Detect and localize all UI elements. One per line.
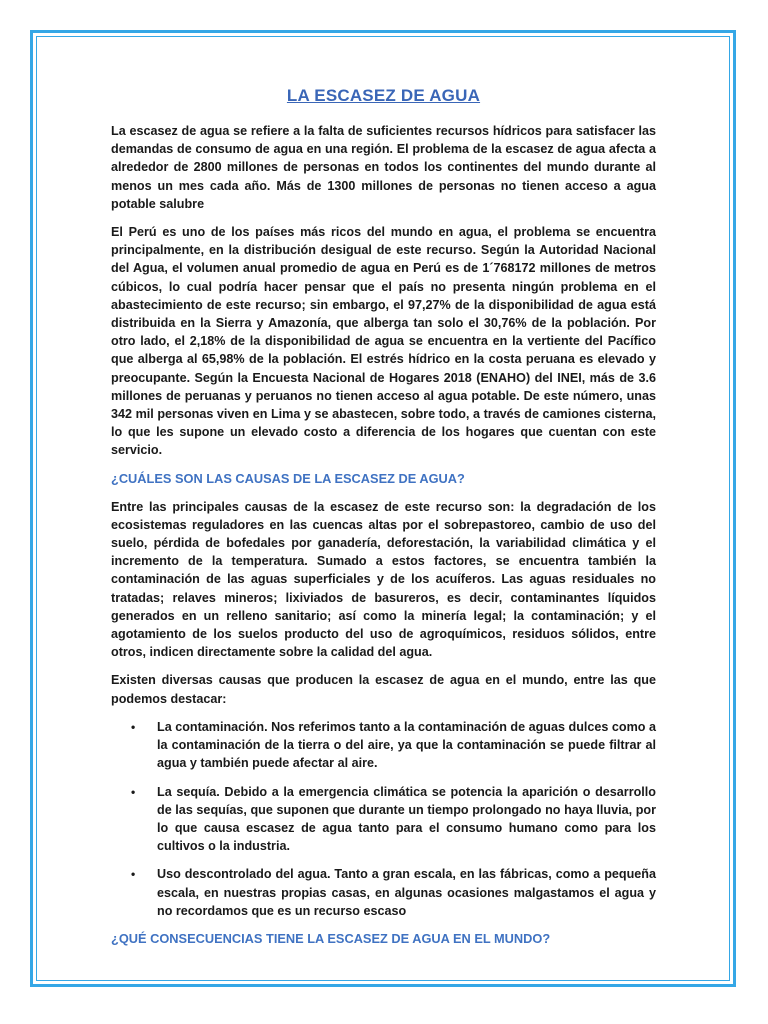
paragraph-causes: Entre las principales causas de la escasez de este recurso son: la degradación de los ecosistemas reguladores en las cuencas altas por el sobrepastoreo, cambio de uso del suelo, pérdida de bofedales por ganadería, deforestación, la variabilidad climática y el incremento de la temperatura. Sumado a estos factores, se encuentra también la contaminación de las aguas superficiales y de los acuíferos. Las aguas residuales no tratadas; relaves mineros; lixiviados de basureros, es decir, contaminantes líquidos generados en un relleno sanitario; así como la minería legal; la contaminación; y el agotamiento de los suelos producto del uso de agroquímicos, residuos sólidos, entre otros, indicen directamente sobre la calidad del agua. (111, 499, 656, 660)
paragraph-intro: La escasez de agua se refiere a la falta de suficientes recursos hídricos para satisfacer las demandas de consumo de agua en una región. El problema de la escasez de agua afecta a alrededor de 2800 millones de personas en todos los continentes del mundo durante al menos un mes cada año. Más de 1300 millones de personas no tienen acceso a agua potable salubre (111, 124, 656, 211)
paragraph-causes-intro: Existen diversas causas que producen la escasez de agua en el mundo, entre las que podemos destacar: (111, 673, 656, 706)
list-item (111, 783, 656, 856)
document-title: LA ESCASEZ DE AGUA (286, 86, 481, 105)
list-item (111, 718, 656, 773)
section-heading-causes: ¿CUÁLES SON LAS CAUSAS DE LA ESCASEZ DE AGUA? (111, 470, 465, 486)
list-item-text: La sequía. Debido a la emergencia climática se potencia la aparición o desarrollo de las sequías, que suponen que durante un tiempo prolongado no haya lluvia, por lo que causa escasez de agua tanto para el consumo humano como para los cultivos o la industria. (157, 784, 656, 854)
bullet-icon: • (131, 784, 136, 799)
section-heading-consequences: ¿QUÉ CONSECUENCIAS TIENE LA ESCASEZ DE AGUA EN EL MUNDO? (111, 930, 551, 946)
list-item-text: La contaminación. Nos referimos tanto a la contaminación de aguas dulces como a la contaminación de la tierra o del aire, ya que la contaminación se puede filtrar al agua y también puede afectar al aire. (157, 719, 656, 771)
bullet-icon: • (131, 867, 136, 882)
list-item (111, 865, 656, 920)
bullet-icon: • (131, 719, 136, 734)
list-item-text: Uso descontrolado del agua. Tanto a gran escala, en las fábricas, como a pequeña escala, en nuestras propias casas, en algunas ocasiones malgastamos el agua y no recordamos que es un recurso escaso (157, 867, 656, 918)
document-body (111, 86, 656, 958)
paragraph-peru: El Perú es uno de los países más ricos del mundo en agua, el problema se encuentra principalmente, en la distribución desigual de este recurso. Según la Autoridad Nacional del Agua, el volumen anual promedio de agua en Perú es de 1´768172 millones de metros cúbicos, lo cual podría hacer pensar que el país no presenta ningún problema en el abastecimiento de este recurso; sin embargo, el 97,27% de la disponibilidad de agua está distribuida en la Sierra y Amazonía, que alberga tan solo el 30,76% de la población. Por otro lado, el 2,18% de la disponibilidad de agua se encuentra en la vertiente del Pacífico que alberga al 65,98% de la población. El estrés hídrico en la costa peruana es elevado y preocupante. Según la Encuesta Nacional de Hogares 2018 (ENAHO) del INEI, más de 3.6 millones de peruanas y peruanos no tienen acceso al agua potable. De este número, unas 342 mil personas viven en Lima y se abastecen, sobre todo, a través de camiones cisterna, lo que les supone un elevado costo a diferencia de los hogares que cuentan con este servicio. (111, 225, 656, 458)
causes-list (111, 718, 656, 920)
